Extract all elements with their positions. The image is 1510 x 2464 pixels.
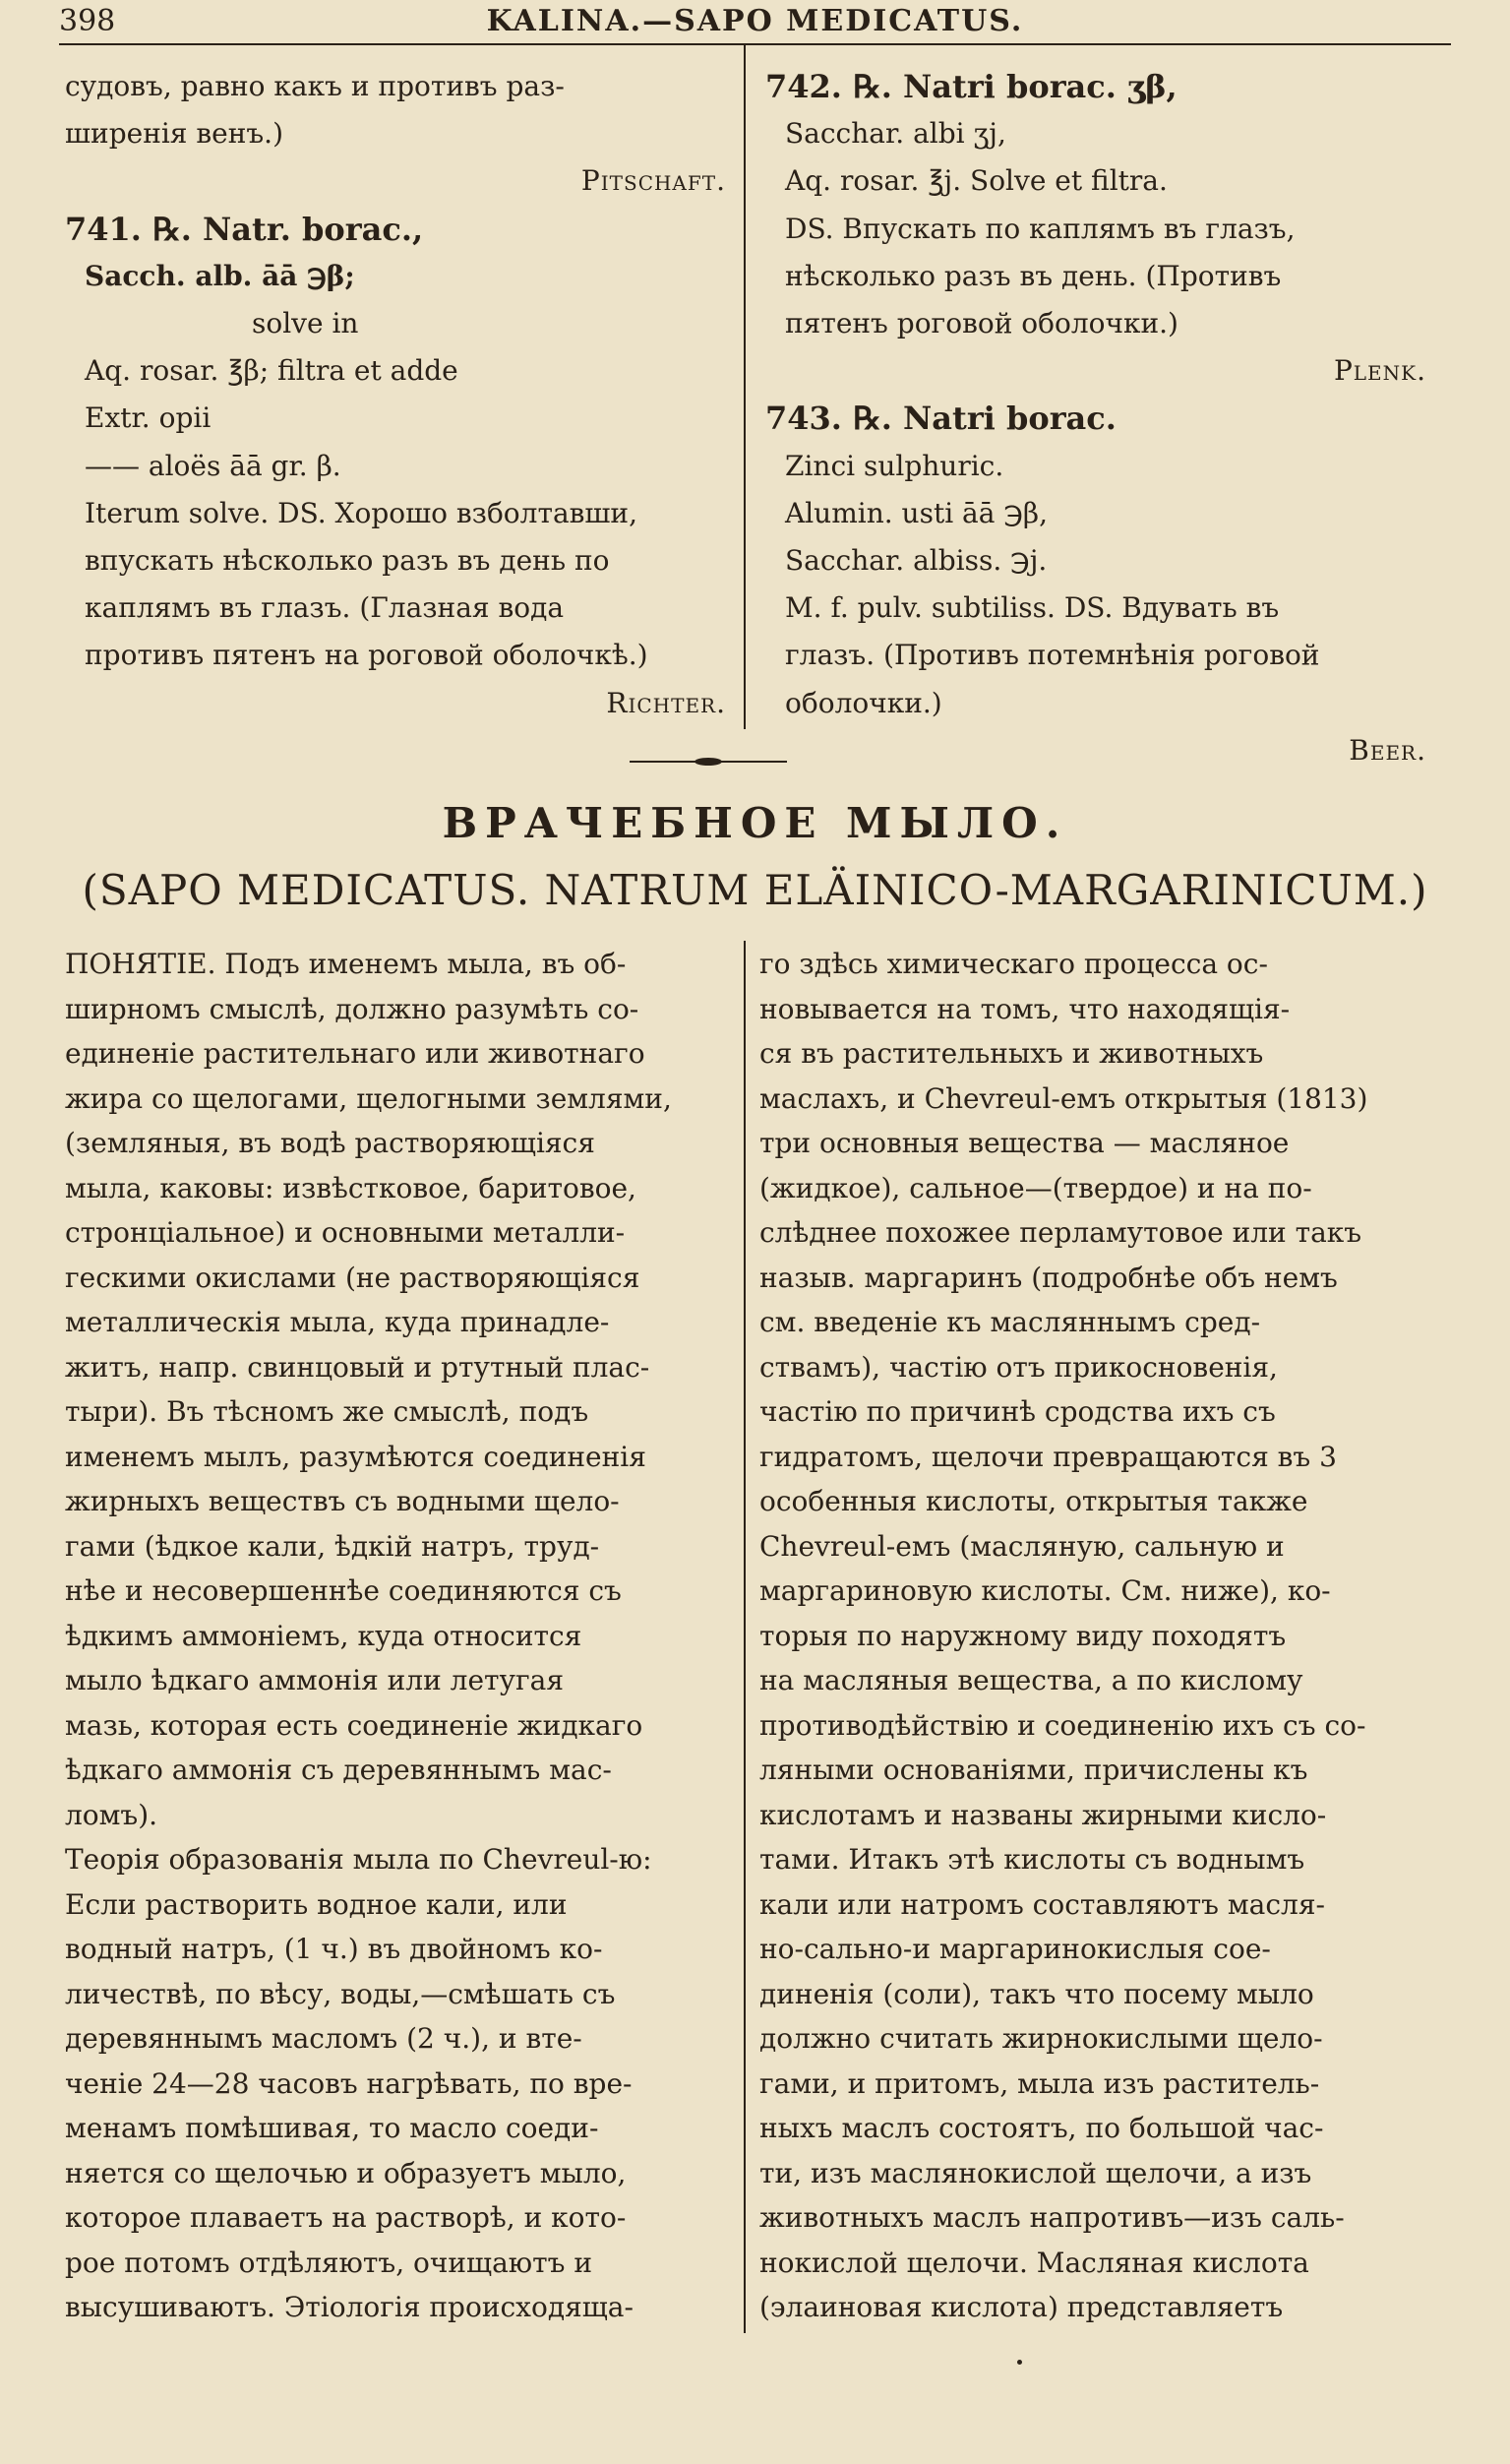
recipe-line: Aq. rosar. ℥j. Solve et filtra. — [785, 164, 1168, 198]
text-line: гескими окислами (не растворяющіяся — [65, 1261, 640, 1294]
text-line: судовъ, равно какъ и противъ раз- — [65, 70, 565, 102]
recipe-line: Alumin. usti āā ℈β, — [785, 496, 1048, 529]
text-line: гами, и притомъ, мыла изъ раститель- — [759, 2066, 1320, 2100]
text-line: кислотамъ и названы жирными кисло- — [759, 1798, 1327, 1831]
recipe-line: —— aloës āā gr. β. — [85, 449, 341, 482]
text-line: маслахъ, и Chevreul-емъ открытыя (1813) — [759, 1081, 1368, 1115]
text-line: кали или натромъ составляютъ масля- — [759, 1887, 1325, 1921]
text-line: слѣднее похожее перламутовое или такъ — [759, 1216, 1362, 1249]
ornamental-divider — [630, 756, 787, 768]
text-line: Chevreul-емъ (масляную, сальную и — [759, 1529, 1285, 1563]
recipe-line: каплямъ въ глазъ. (Глазная вода — [85, 591, 565, 625]
text-line: стронціальное) и основными металли- — [65, 1216, 626, 1249]
recipe-line: пятенъ роговой оболочки.) — [785, 307, 1178, 340]
text-line: (жидкое), сальное—(твердое) и на по- — [759, 1171, 1312, 1204]
signature: Beer. — [1349, 733, 1426, 767]
recipe-line: DS. Впускать по каплямъ въ глазъ, — [785, 212, 1296, 245]
text-line: деревяннымъ масломъ (2 ч.), и вте- — [65, 2022, 582, 2055]
text-line: ляными основаніями, причислены къ — [759, 1754, 1308, 1786]
text-line: менамъ помѣшивая, то масло соеди- — [65, 2112, 599, 2144]
footer-dot — [1017, 2360, 1022, 2365]
text-line: на масляныя вещества, а по кислому — [759, 1664, 1303, 1696]
body-left-column — [65, 942, 726, 2330]
text-line: житъ, напр. свинцовый и ртутный плас- — [65, 1350, 650, 1384]
text-line: ѣдкимъ аммоніемъ, куда относится — [65, 1619, 582, 1652]
text-line: противодѣйствію и соединенію ихъ съ со- — [759, 1708, 1366, 1742]
text-line: жира со щелогами, щелогными землями, — [65, 1081, 672, 1115]
text-line: жирныхъ веществъ съ водными щело- — [65, 1485, 620, 1517]
body-right-column — [759, 942, 1428, 2330]
column-rule-top — [744, 45, 746, 729]
top-left-column — [65, 63, 726, 727]
text-line: водный натръ, (1 ч.) въ двойномъ ко- — [65, 1933, 603, 1965]
recipe-line: Iterum solve. DS. Хорошо взболтавши, — [85, 496, 637, 529]
text-line: которое плаваетъ на растворѣ, и кото- — [65, 2201, 627, 2234]
recipe-line: глазъ. (Противъ потемнѣнія роговой — [785, 639, 1320, 672]
running-header — [59, 0, 1451, 47]
text-line: высушиваютъ. Этіологія происходяща- — [65, 2291, 634, 2323]
section-subtitle: (SAPO MEDICATUS. NATRUM ELÄINICO-MARGARINICUM.) — [82, 866, 1428, 914]
text-line: гидратомъ, щелочи превращаются въ 3 — [759, 1440, 1337, 1473]
recipe-heading-742: 742. ℞. Natri borac. ʒβ, — [765, 68, 1178, 105]
signature: Plenk. — [1333, 354, 1426, 388]
text-line: гами (ѣдкое кали, ѣдкій натръ, труд- — [65, 1529, 600, 1563]
column-rule-bottom — [744, 941, 746, 2333]
recipe-line: Sacchar. albi ʒj, — [785, 117, 1006, 151]
recipe-line: Sacch. alb. āā ℈β; — [85, 259, 355, 292]
text-line: личествѣ, по вѣсу, воды,—смѣшать съ — [65, 1977, 616, 2010]
text-line: го здѣсь химическаго процесса ос- — [759, 948, 1268, 980]
text-line: мазь, которая есть соединеніе жидкаго — [65, 1708, 643, 1742]
text-line: Теорія образованія мыла по Chevreul-ю: — [65, 1843, 652, 1876]
text-line: мыло ѣдкаго аммонія или летугая — [65, 1664, 565, 1696]
text-line: назыв. маргаринъ (подробнѣе объ немъ — [759, 1261, 1338, 1294]
text-line: ПОНЯТІЕ. Подъ именемъ мыла, въ об- — [65, 948, 627, 980]
signature: Richter. — [606, 686, 726, 719]
recipe-line: оболочки.) — [785, 686, 942, 719]
section-title: ВРАЧЕБНОЕ МЫЛО. — [442, 799, 1068, 847]
text-line: ныхъ маслъ состоятъ, по большой час- — [759, 2112, 1324, 2144]
text-line: тыри). Въ тѣсномъ же смыслѣ, подъ — [65, 1395, 589, 1428]
text-line: ширенія венъ.) — [65, 117, 284, 151]
text-line: три основныя вещества — масляное — [759, 1127, 1290, 1159]
text-line: металлическія мыла, куда принадле- — [65, 1306, 610, 1338]
text-line: ся въ растительныхъ и животныхъ — [759, 1037, 1264, 1070]
recipe-heading-743: 743. ℞. Natri borac. — [765, 400, 1117, 438]
recipe-line: впускать нѣсколько разъ въ день по — [85, 544, 610, 578]
text-line: (земляныя, въ водѣ растворяющіяся — [65, 1127, 595, 1159]
text-line: Если растворить водное кали, или — [65, 1887, 568, 1921]
text-line: особенныя кислоты, открытыя также — [759, 1485, 1308, 1517]
header-rule — [59, 43, 1451, 45]
page-number: 398 — [59, 4, 116, 38]
text-line: частію по причинѣ сродства ихъ съ — [759, 1395, 1276, 1428]
text-line: но-сально-и маргаринокислыя сое- — [759, 1933, 1271, 1965]
text-line: новывается на томъ, что находящія- — [759, 992, 1291, 1025]
recipe-heading-741: 741. ℞. Natr. borac., — [65, 210, 424, 248]
running-title: KALINA.—SAPO MEDICATUS. — [486, 4, 1024, 38]
text-line: (элаиновая кислота) представляетъ — [759, 2291, 1284, 2323]
top-right-column — [765, 63, 1426, 774]
text-line: диненія (соли), такъ что посему мыло — [759, 1977, 1314, 2010]
signature: Pitschaft. — [580, 164, 726, 198]
text-line: торыя по наружному виду походятъ — [759, 1619, 1287, 1652]
text-line: именемъ мылъ, разумѣются соединенія — [65, 1440, 646, 1473]
text-line: ѣдкаго аммонія съ деревяннымъ мас- — [65, 1754, 612, 1786]
text-line: рое потомъ отдѣляютъ, очищаютъ и — [65, 2246, 593, 2279]
text-line: тами. Итакъ этѣ кислоты съ воднымъ — [759, 1843, 1305, 1876]
text-line: няется со щелочью и образуетъ мыло, — [65, 2156, 627, 2189]
recipe-line: Sacchar. albiss. ℈j. — [785, 544, 1048, 578]
recipe-line: нѣсколько разъ въ день. (Противъ — [785, 259, 1282, 292]
recipe-line: Aq. rosar. ℥β; filtra et adde — [85, 354, 458, 388]
recipe-line: Extr. opii — [85, 401, 211, 435]
recipe-line: M. f. pulv. subtiliss. DS. Вдувать въ — [785, 591, 1280, 625]
text-line: ширномъ смыслѣ, должно разумѣть со- — [65, 992, 639, 1025]
text-line: нѣе и несовершеннѣе соединяются съ — [65, 1574, 622, 1607]
text-line: см. введеніе къ масляннымъ сред- — [759, 1306, 1261, 1338]
text-line: ломъ). — [65, 1798, 158, 1831]
text-line: единеніе растительнаго или животнаго — [65, 1037, 645, 1070]
text-line: ченіе 24—28 часовъ нагрѣвать, по вре- — [65, 2066, 633, 2100]
recipe-line: Zinci sulphuric. — [785, 449, 1004, 482]
text-line: ствамъ), частію отъ прикосновенія, — [759, 1350, 1278, 1384]
recipe-line: противъ пятенъ на роговой оболочкѣ.) — [85, 639, 648, 672]
text-line: ти, изъ маслянокислой щелочи, а изъ — [759, 2156, 1312, 2189]
text-line: нокислой щелочи. Масляная кислота — [759, 2246, 1309, 2279]
text-line: должно считать жирнокислыми щело- — [759, 2022, 1323, 2055]
text-line: маргариновую кислоты. См. ниже), ко- — [759, 1574, 1331, 1607]
recipe-line: solve in — [252, 307, 359, 340]
text-line: животныхъ маслъ напротивъ—изъ саль- — [759, 2201, 1345, 2234]
text-line: мыла, каковы: извѣстковое, баритовое, — [65, 1171, 636, 1204]
